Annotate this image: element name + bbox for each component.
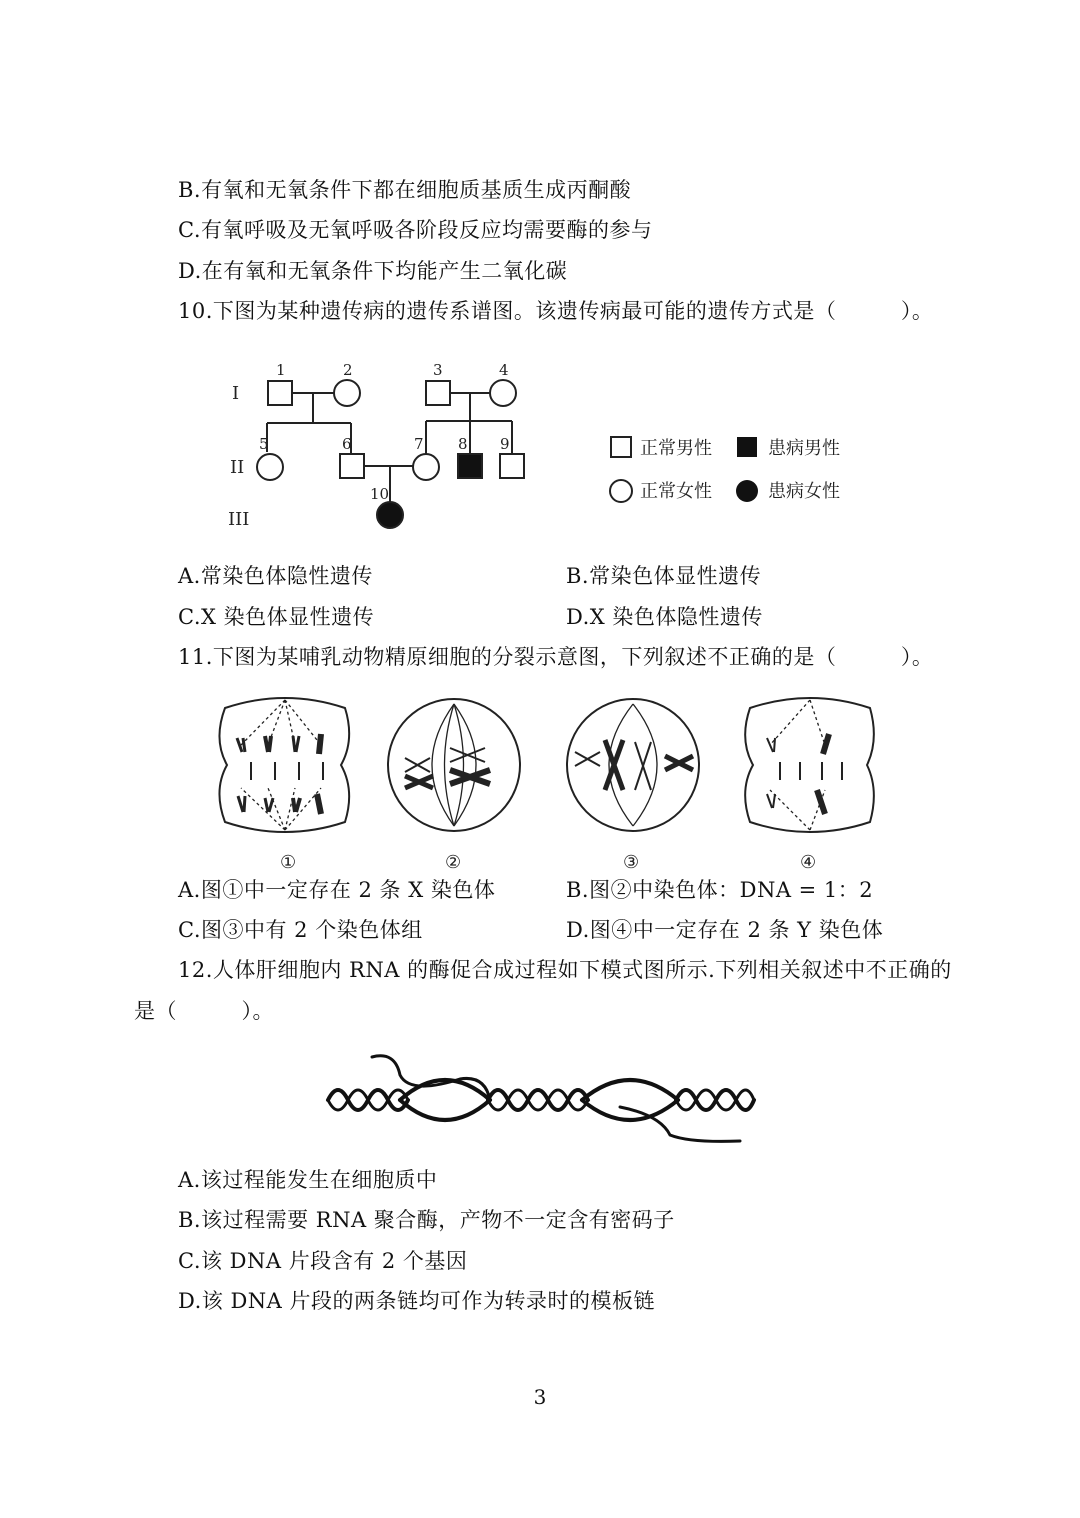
q12-stem-line1: 12.人体肝细胞内 RNA 的酶促合成过程如下模式图所示.下列相关叙述中不正确的 bbox=[178, 958, 952, 982]
individual-3-normal-male bbox=[426, 381, 450, 405]
transcription-diagram bbox=[320, 1045, 760, 1150]
q11-option-a: A.图①中一定存在 2 条 X 染色体 bbox=[178, 878, 496, 902]
q10-option-c: C.X 染色体显性遗传 bbox=[178, 605, 375, 629]
q10-option-b: B.常染色体显性遗传 bbox=[566, 564, 762, 588]
cell-label-1: ① bbox=[280, 852, 297, 873]
individual-6-normal-male bbox=[340, 454, 364, 478]
individual-number: 3 bbox=[433, 361, 443, 379]
q11-option-c: C.图③中有 2 个染色体组 bbox=[178, 918, 423, 942]
individual-number: 9 bbox=[500, 435, 510, 453]
cell-4-outline bbox=[745, 698, 874, 832]
individual-10-affected-female bbox=[377, 502, 403, 528]
q12-option-c: C.该 DNA 片段含有 2 个基因 bbox=[178, 1249, 468, 1273]
q11-stem: 11.下图为某哺乳动物精原细胞的分裂示意图，下列叙述不正确的是（ ）。 bbox=[178, 645, 934, 669]
individual-number: 10 bbox=[370, 485, 390, 503]
legend-normal-male: 正常男性 bbox=[640, 438, 712, 459]
q12-option-a: A.该过程能发生在细胞质中 bbox=[178, 1168, 438, 1192]
individual-number: 2 bbox=[343, 361, 353, 379]
individual-4-normal-female bbox=[490, 380, 516, 406]
individual-number: 7 bbox=[414, 435, 424, 453]
q11-option-d: D.图④中一定存在 2 条 Y 染色体 bbox=[566, 918, 884, 942]
q12-option-d: D.该 DNA 片段的两条链均可作为转录时的模板链 bbox=[178, 1289, 655, 1313]
q10-stem: 10.下图为某种遗传病的遗传系谱图。该遗传病最可能的遗传方式是（ ）。 bbox=[178, 299, 934, 323]
individual-9-normal-male bbox=[500, 454, 524, 478]
cell-2-outline bbox=[388, 699, 520, 831]
individual-number: 1 bbox=[276, 361, 286, 379]
individual-number: 8 bbox=[458, 435, 468, 453]
cell-label-3: ③ bbox=[623, 852, 640, 873]
individual-5-normal-female bbox=[257, 454, 283, 480]
q12-option-b: B.该过程需要 RNA 聚合酶，产物不一定含有密码子 bbox=[178, 1208, 675, 1232]
individual-2-normal-female bbox=[334, 380, 360, 406]
individual-1-normal-male bbox=[268, 381, 292, 405]
individual-number: 4 bbox=[499, 361, 509, 379]
pedigree-legend bbox=[610, 437, 840, 502]
individual-number: 6 bbox=[342, 435, 352, 453]
q10-option-d: D.X 染色体隐性遗传 bbox=[566, 605, 763, 629]
cell-division-figure bbox=[205, 690, 875, 875]
page-number: 3 bbox=[533, 1385, 547, 1409]
pedigree-chart bbox=[210, 355, 870, 540]
cell-label-4: ④ bbox=[800, 852, 817, 873]
q12-stem-line2: 是（ ）。 bbox=[134, 999, 274, 1023]
individual-number: 5 bbox=[259, 435, 269, 453]
q9-option-c: C.有氧呼吸及无氧呼吸各阶段反应均需要酶的参与 bbox=[178, 218, 653, 242]
legend-affected-male: 患病男性 bbox=[768, 438, 840, 459]
generation-label-3: III bbox=[228, 509, 250, 530]
q9-option-d: D.在有氧和无氧条件下均能产生二氧化碳 bbox=[178, 259, 568, 283]
cell-label-2: ② bbox=[445, 852, 462, 873]
generation-label-1: I bbox=[232, 383, 240, 404]
q11-option-b: B.图②中染色体：DNA = 1：2 bbox=[566, 878, 874, 902]
individual-8-affected-male bbox=[458, 454, 482, 478]
q9-option-b: B.有氧和无氧条件下都在细胞质基质生成丙酮酸 bbox=[178, 178, 632, 202]
cell-1-outline bbox=[219, 698, 349, 832]
legend-affected-female: 患病女性 bbox=[768, 481, 840, 502]
q10-option-a: A.常染色体隐性遗传 bbox=[178, 564, 373, 588]
individual-7-normal-female bbox=[413, 454, 439, 480]
generation-label-2: II bbox=[230, 457, 245, 478]
legend-normal-female: 正常女性 bbox=[640, 481, 712, 502]
